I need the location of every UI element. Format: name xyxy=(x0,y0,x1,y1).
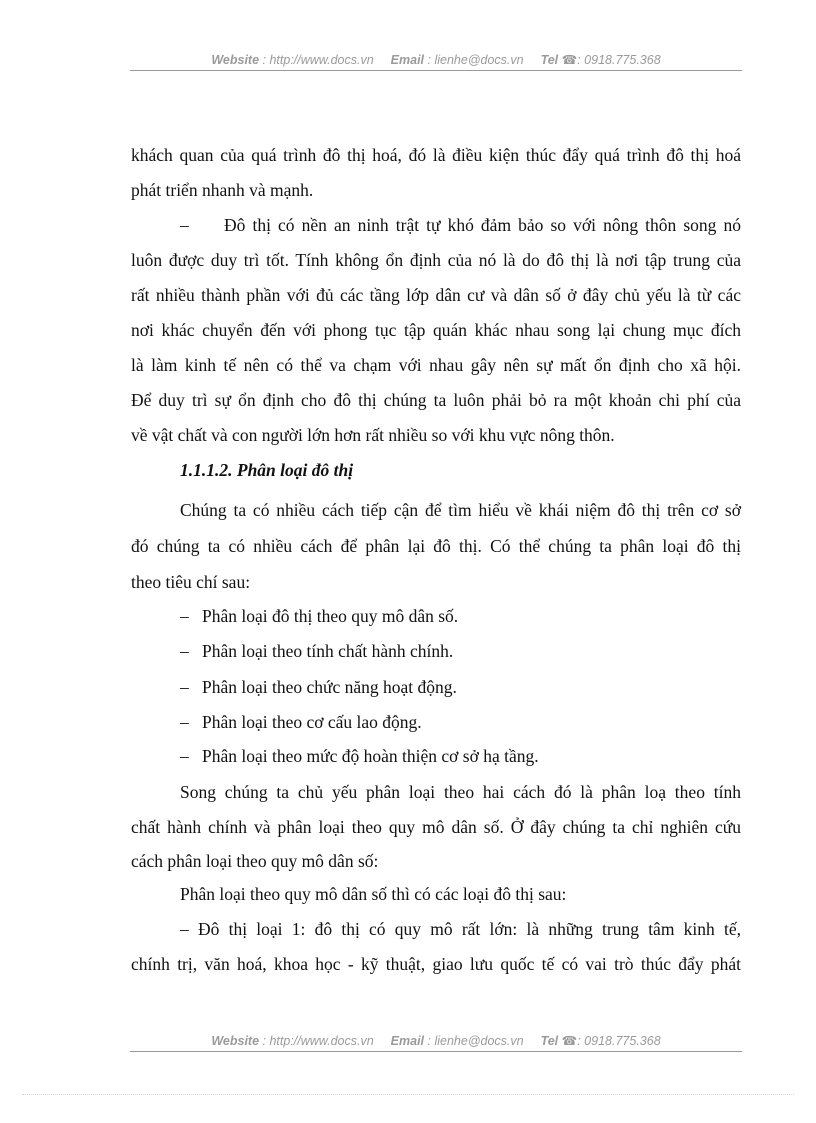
text-line: Đô thị loại 1: đô thị có quy mô rất lớn: là những trung tâm kinh tế, xyxy=(197,919,742,939)
text-line: Chúng ta có nhiều cách tiếp cận để tìm hiểu về khái niệm đô thị trên cơ sở xyxy=(180,500,741,520)
page-header xyxy=(130,52,742,67)
bullet-dash: – xyxy=(180,677,189,697)
text-line: nơi khác chuyển đến với phong tục tập quán khác nhau song lại chung mục đích xyxy=(131,320,741,340)
list-item: – Phân loại theo cơ cấu lao động. xyxy=(180,712,422,732)
phone-icon: ☎ xyxy=(561,53,578,67)
text-line: chất hành chính và phân loại theo quy mô dân số. Ở đây chúng ta chỉ nghiên cứu xyxy=(131,817,741,837)
website-label: Website xyxy=(211,1034,260,1048)
text-line: là làm kinh tế nên có thể va chạm với nhau gây nên sự mất ổn định cho xã hội. xyxy=(131,355,741,375)
page-edge-divider xyxy=(22,1094,794,1095)
tel-value: : 0918.775.368 xyxy=(577,53,661,67)
footer-divider xyxy=(130,1051,742,1052)
section-heading: 1.1.1.2. Phân loại đô thị xyxy=(180,460,354,480)
bullet-dash: – xyxy=(180,919,189,939)
bullet-dash: – xyxy=(180,606,189,626)
text-line: Đô thị có nền an ninh trật tự khó đảm bảo so với nông thôn song nó xyxy=(224,215,741,235)
list-item: – Phân loại theo mức độ hoàn thiện cơ sở hạ tầng. xyxy=(180,746,539,766)
text-line: luôn được duy trì tốt. Tính không ổn định của nó là do đô thị là nơi tập trung của xyxy=(131,250,741,270)
tel-value: : 0918.775.368 xyxy=(577,1034,661,1048)
text-line: Để duy trì sự ổn định cho đô thị chúng ta luôn phải bỏ ra một khoản chi phí của xyxy=(131,390,741,410)
text-line: Phân loại theo quy mô dân số thì có các loại đô thị sau: xyxy=(180,884,567,904)
text-line: phát triển nhanh và mạnh. xyxy=(131,180,314,200)
email-value[interactable]: : lienhe@docs.vn xyxy=(427,1034,524,1048)
bullet-dash: – xyxy=(180,746,189,766)
page-footer xyxy=(130,1033,742,1048)
bullet-dash: – xyxy=(180,641,189,661)
text-line: theo tiêu chí sau: xyxy=(131,572,251,592)
text-line: rất nhiều thành phần với đủ các tầng lớp dân cư và dân số ở đây chủ yếu là từ các xyxy=(131,285,741,305)
email-value[interactable]: : lienhe@docs.vn xyxy=(427,53,524,67)
list-item: – Phân loại theo chức năng hoạt động. xyxy=(180,677,457,697)
list-item: – Phân loại đô thị theo quy mô dân số. xyxy=(180,606,459,626)
bullet-paragraph xyxy=(180,215,741,235)
tel-label: Tel xyxy=(540,1034,559,1048)
text-line: khách quan của quá trình đô thị hoá, đó là điều kiện thúc đẩy quá trình đô thị hoá xyxy=(131,145,741,165)
bullet-dash: – xyxy=(180,712,189,732)
text-line: Song chúng ta chủ yếu phân loại theo hai cách đó là phân loạ theo tính xyxy=(180,782,741,802)
list-item: – Phân loại theo tính chất hành chính. xyxy=(180,641,454,661)
website-value[interactable]: : http://www.docs.vn xyxy=(262,53,374,67)
phone-icon: ☎ xyxy=(561,1034,578,1048)
website-label: Website xyxy=(211,53,260,67)
header-divider xyxy=(130,70,742,71)
email-label: Email xyxy=(390,53,425,67)
text-line: đó chúng ta có nhiều cách để phân lại đô thị. Có thể chúng ta phân loại đô thị xyxy=(131,536,741,556)
text-line: chính trị, văn hoá, khoa học - kỹ thuật, giao lưu quốc tế có vai trò thúc đẩy phát xyxy=(131,954,741,974)
tel-label: Tel xyxy=(540,53,559,67)
email-label: Email xyxy=(390,1034,425,1048)
bullet-dash: – xyxy=(180,215,189,235)
website-value[interactable]: : http://www.docs.vn xyxy=(262,1034,374,1048)
text-line: về vật chất và con người lớn hơn rất nhiều so với khu vực nông thôn. xyxy=(131,425,615,445)
text-line: cách phân loại theo quy mô dân số: xyxy=(131,851,379,871)
bullet-paragraph xyxy=(180,919,741,939)
